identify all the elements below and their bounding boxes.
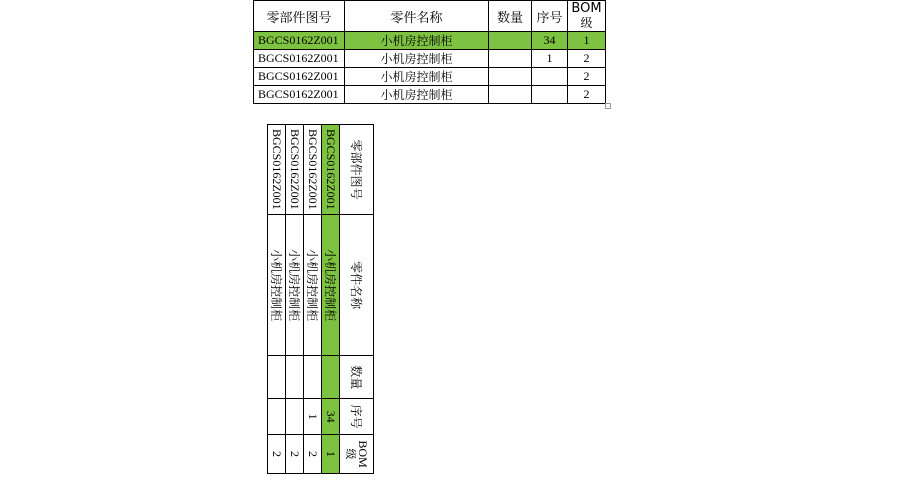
header-part-name[interactable]: 零件名称 <box>340 214 374 355</box>
header-bom-level[interactable] <box>340 435 374 474</box>
cell-qty[interactable] <box>286 356 304 399</box>
cell-part-no[interactable]: BGCS0162Z001 <box>286 125 304 215</box>
header-part-no[interactable]: 零部件图号 <box>254 1 345 32</box>
cell-part-no[interactable]: BGCS0162Z001 <box>322 125 340 215</box>
cell-seq[interactable] <box>286 399 304 435</box>
cell-bom[interactable]: 2 <box>286 435 304 474</box>
cell-part-name[interactable]: 小机房控制柜 <box>304 214 322 355</box>
table-resize-handle[interactable] <box>605 103 611 109</box>
cell-part-no[interactable]: BGCS0162Z001 <box>254 50 345 68</box>
table-row[interactable] <box>268 125 286 474</box>
table-row[interactable] <box>254 68 606 86</box>
cell-qty[interactable] <box>322 356 340 399</box>
cell-part-name[interactable]: 小机房控制柜 <box>345 68 489 86</box>
cell-seq[interactable]: 1 <box>532 50 568 68</box>
cell-seq[interactable]: 34 <box>322 399 340 435</box>
header-part-name[interactable]: 零件名称 <box>345 1 489 32</box>
cell-seq[interactable]: 1 <box>304 399 322 435</box>
cell-bom[interactable]: 2 <box>568 68 606 86</box>
cell-part-no[interactable]: BGCS0162Z001 <box>304 125 322 215</box>
cell-part-name[interactable]: 小机房控制柜 <box>268 214 286 355</box>
cell-qty[interactable] <box>489 68 532 86</box>
cell-seq[interactable] <box>532 68 568 86</box>
table-header-row <box>340 125 374 474</box>
rotated-table-container <box>268 124 374 474</box>
cell-part-no[interactable]: BGCS0162Z001 <box>254 32 345 50</box>
cell-bom[interactable]: 2 <box>568 86 606 104</box>
cell-part-no[interactable]: BGCS0162Z001 <box>254 68 345 86</box>
cell-bom[interactable]: 2 <box>268 435 286 474</box>
header-part-no[interactable]: 零部件图号 <box>340 125 374 215</box>
bom-table <box>253 0 606 104</box>
cell-seq[interactable] <box>532 86 568 104</box>
cell-qty[interactable] <box>268 356 286 399</box>
table-row[interactable] <box>254 32 606 50</box>
cell-seq[interactable]: 34 <box>532 32 568 50</box>
cell-part-no[interactable]: BGCS0162Z001 <box>254 86 345 104</box>
table-row[interactable] <box>322 125 340 474</box>
header-seq[interactable]: 序号 <box>340 399 374 435</box>
header-seq[interactable]: 序号 <box>532 1 568 32</box>
cell-part-name[interactable]: 小机房控制柜 <box>345 86 489 104</box>
cell-part-no[interactable]: BGCS0162Z001 <box>268 125 286 215</box>
header-bom-label: BOM <box>356 440 370 468</box>
cell-bom[interactable]: 2 <box>568 50 606 68</box>
header-bom-label: BOM <box>571 0 602 16</box>
cell-seq[interactable] <box>268 399 286 435</box>
cell-part-name[interactable]: 小机房控制柜 <box>345 32 489 50</box>
header-qty[interactable]: 数量 <box>489 1 532 32</box>
header-level-label: 级 <box>344 448 357 460</box>
cell-bom[interactable]: 1 <box>568 32 606 50</box>
rotated-table-frame <box>268 124 374 474</box>
header-qty[interactable]: 数量 <box>340 356 374 399</box>
rotated-bom-table <box>267 124 374 474</box>
header-bom-level[interactable] <box>568 1 606 32</box>
cell-bom[interactable]: 2 <box>304 435 322 474</box>
cell-bom[interactable]: 1 <box>322 435 340 474</box>
cell-part-name[interactable]: 小机房控制柜 <box>322 214 340 355</box>
cell-qty[interactable] <box>489 32 532 50</box>
cell-qty[interactable] <box>489 50 532 68</box>
cell-qty[interactable] <box>489 86 532 104</box>
table-row[interactable] <box>254 50 606 68</box>
table-row[interactable] <box>286 125 304 474</box>
cell-qty[interactable] <box>304 356 322 399</box>
cell-part-name[interactable]: 小机房控制柜 <box>286 214 304 355</box>
cell-part-name[interactable]: 小机房控制柜 <box>345 50 489 68</box>
table-header-row <box>254 1 606 32</box>
header-level-label: 级 <box>580 15 593 30</box>
table-row[interactable] <box>254 86 606 104</box>
table-row[interactable] <box>304 125 322 474</box>
